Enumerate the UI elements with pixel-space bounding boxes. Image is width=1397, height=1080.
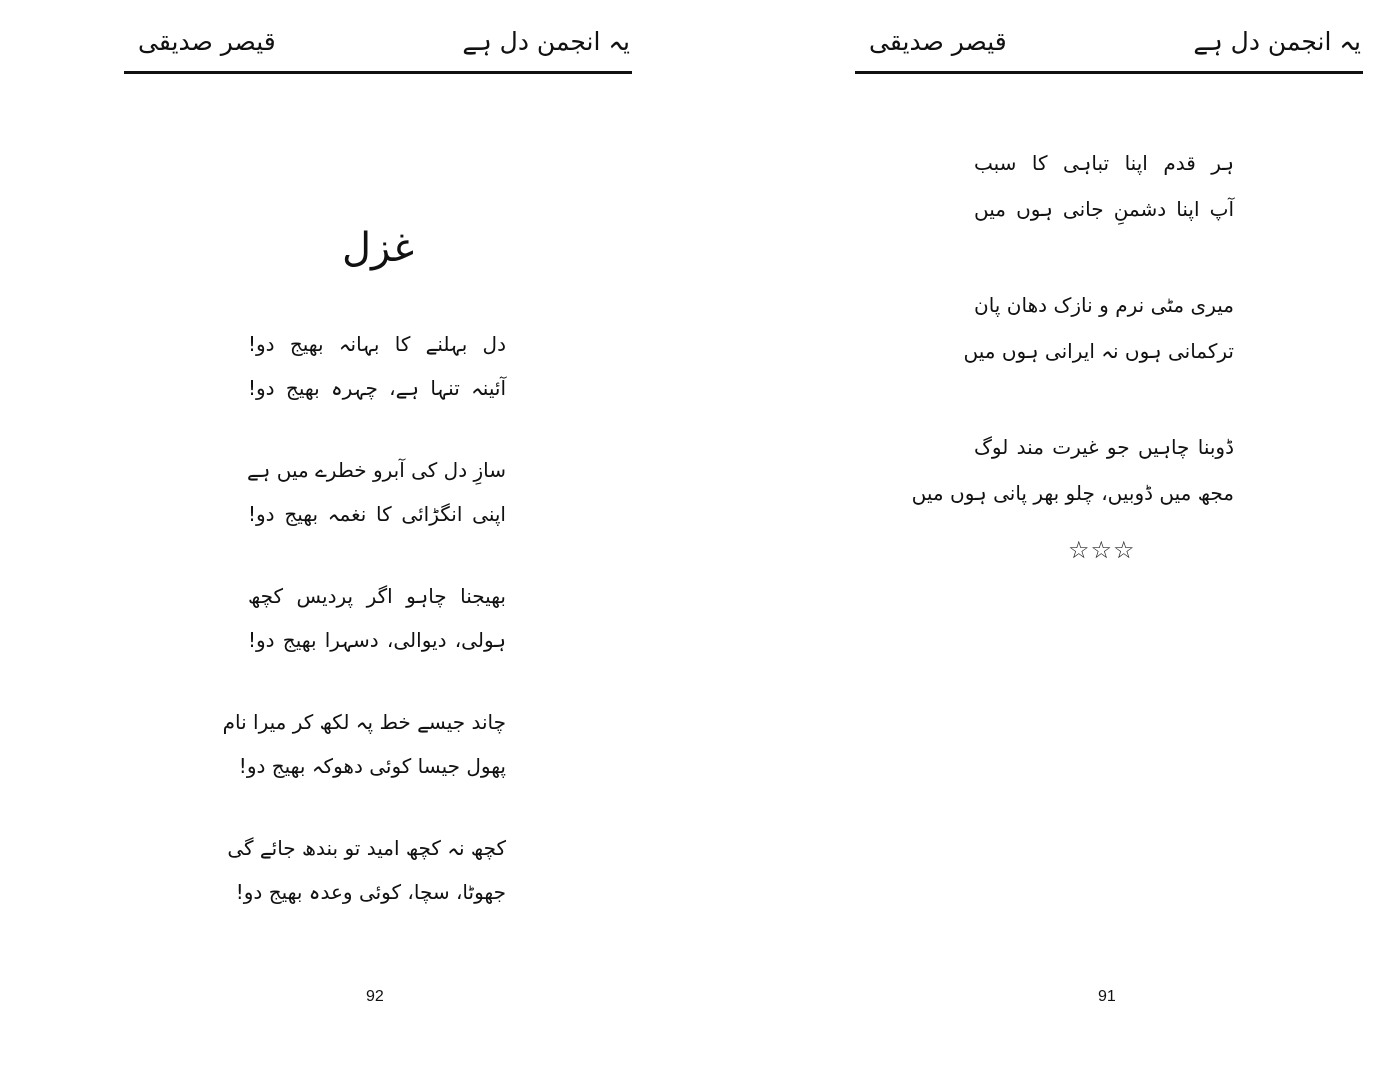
verse-line: دل بہلنے کا بہانہ بھیج دو!	[248, 332, 506, 356]
verse-line: آئینہ تنہا ہے، چہرہ بھیج دو!	[248, 376, 506, 400]
stanza	[222, 700, 506, 788]
book-title: یہ انجمن دل ہے	[1193, 27, 1361, 56]
verse-line: اپنی انگڑائی کا نغمہ بھیج دو!	[248, 502, 506, 526]
verse-line: سازِ دل کی آبرو خطرے میں ہے	[246, 458, 506, 482]
verse-line: میری مٹی نرم و نازک دھان پان	[974, 293, 1234, 317]
book-title: یہ انجمن دل ہے	[462, 27, 630, 56]
verse-line: ہولی، دیوالی، دسہرا بھیج دو!	[248, 628, 506, 652]
page-number: 91	[1098, 988, 1116, 1005]
verse-line: کچھ نہ کچھ امید تو بندھ جائے گی	[227, 836, 506, 860]
header-rule	[855, 71, 1363, 74]
verse-line: مجھ میں ڈوبیں، چلو بھر پانی ہوں میں	[911, 481, 1234, 505]
header-rule	[124, 71, 632, 74]
verse-line: آپ اپنا دشمنِ جانی ہوں میں	[974, 197, 1234, 221]
stanza	[227, 826, 506, 914]
ghazal-heading: غزل	[341, 225, 415, 271]
page-left	[0, 0, 698, 1080]
verse-line: جھوٹا، سچا، کوئی وعدہ بھیج دو!	[235, 880, 506, 904]
star-ornament-icon: ☆☆☆	[1068, 536, 1136, 564]
stanza	[248, 448, 506, 536]
running-header	[855, 18, 1363, 74]
stanza	[911, 424, 1234, 516]
ghazal-poem	[222, 322, 506, 952]
running-header	[124, 18, 632, 74]
page-number: 92	[366, 988, 384, 1005]
author-name: قیصر صدیقی	[138, 27, 276, 56]
stanza	[248, 574, 506, 662]
stanza	[963, 282, 1234, 374]
verse-line: پھول جیسا کوئی دھوکہ بھیج دو!	[238, 754, 506, 778]
verse-line: ترکمانی ہوں نہ ایرانی ہوں میں	[963, 339, 1234, 363]
verse-line: ہر قدم اپنا تباہی کا سبب	[974, 151, 1234, 175]
verse-line: بھیجنا چاہو اگر پردیس کچھ	[248, 584, 506, 608]
verse-line: ڈوبنا چاہیں جو غیرت مند لوگ	[974, 435, 1234, 459]
stanza	[974, 140, 1234, 232]
verse-line: چاند جیسے خط پہ لکھ کر میرا نام	[222, 710, 506, 734]
page-right	[698, 0, 1397, 1080]
ghazal-poem-continued	[911, 140, 1234, 566]
stanza	[248, 322, 506, 410]
author-name: قیصر صدیقی	[869, 27, 1007, 56]
